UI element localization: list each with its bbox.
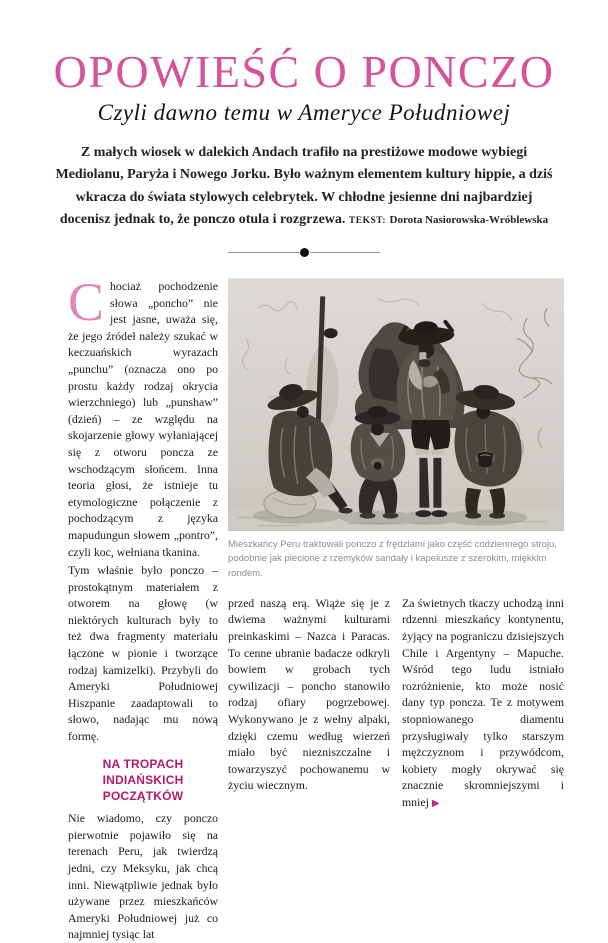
byline-label: TEKST: bbox=[348, 215, 387, 226]
paragraph-definition: Tym właśnie było ponczo – prostokątnym materiałem z otworem na głowę (w niektórych kulturach były to też dwa fragmenty materiału łączone w pionie i tworzące rodzaj kamizelki). Przybyli do Ameryki Południowej Hiszpanie zaadaptowali to słowo, nadając mu nową formę. bbox=[68, 563, 218, 744]
masthead bbox=[0, 0, 608, 257]
paragraph-origins: Nie wiadomo, czy ponczo pierwotnie pojawiło się na terenach Peru, jak twierdzą jedni, czy Meksyku, jak chcą inni. Niewątpliwie jednak było używane przez mieszkańców Ameryki Południowej już co najmniej tysiąc lat bbox=[68, 811, 218, 942]
article-body bbox=[68, 272, 564, 943]
byline-name: Dorota Nasiorowska-Wróblewska bbox=[389, 213, 549, 226]
divider-line bbox=[228, 252, 299, 253]
drop-cap: C bbox=[68, 272, 105, 332]
intro-paragraph bbox=[54, 142, 554, 230]
page-subtitle: Czyli dawno temu w Ameryce Południowej bbox=[97, 100, 511, 126]
right-column-body: Za świetnych tkaczy uchodzą inni rdzenni mieszkańcy kontynentu, żyjący na pograniczu dzisiejszych Chile i Argentyny – Mapuche. Wśród tego ludu istniało rozróżnienie, kto może nosić dany typ poncza. Te z motywem stopniowanego diamentu przysługiwały tylko starszym mężczyznom i przywódcom, kobiety mogły okrywać się znacznie skromniejszymi i mniej bbox=[402, 595, 564, 809]
photo-caption: Mieszkańcy Peru traktowali ponczo z frędzlami jako część codziennego stroju, podobnie jak plecione z rzemyków sandały i kapelusze z szerokim, miękkim rondem. bbox=[228, 539, 557, 579]
article-photo bbox=[228, 278, 564, 531]
lower-columns bbox=[228, 595, 564, 813]
photo-and-columns bbox=[228, 278, 564, 943]
next-page-arrow-icon: ▶ bbox=[431, 797, 440, 809]
divider-dot-icon bbox=[300, 248, 309, 257]
divider-line bbox=[310, 252, 381, 253]
section-divider bbox=[228, 248, 380, 257]
section-heading-origins: NA TROPACH INDIAŃSKICH POCZĄTKÓW bbox=[102, 756, 184, 803]
paragraph-etymology-text: hociaż pochodzenie słowa „poncho” nie jest jasne, uważa się, że jego źródeł należy szukać w keczuańskich wyrazach „punchu” (oznacza ono po prostu każdy rodzaj okrycia wierzchniego) lub „punshaw” (dzień) – ze względu na skojarzenie głowy wyłaniającej się z otworu poncza ze wschodzącym słońcem. Inna teoria głosi, że istnieje tu etymologiczne połączenie z pochodzącym z języka mapudungun słowem „pontro”, czyli koc, wełniana tkanina. bbox=[68, 279, 218, 559]
paragraph-etymology bbox=[68, 272, 218, 560]
left-column bbox=[68, 272, 218, 943]
page-title: OPOWIEŚĆ O PONCZO bbox=[53, 46, 555, 97]
intro-text: Z małych wiosek w dalekich Andach trafiło na prestiżowe modowe wybiegi Mediolanu, Paryża i Nowego Jorku. Było ważnym elementem kultury hippie, a dziś wkracza do świata stylowych celebrytek. W chłodne jesienne dni najbardziej docenisz jednak to, że ponczo otula i rozgrzewa. bbox=[55, 145, 553, 227]
right-column-text bbox=[402, 595, 564, 813]
middle-column-text: przed naszą erą. Wiąże się je z dwiema ważnymi kulturami preinkaskimi – Nazca i Paracas. To cenne ubranie badacze odkryli bowiem w grobach tych cywilizacji – poncho stanowiło rodzaj ofiary pogrzebowej. Wykonywano je z wełny alpaki, dzięki czemu według wierzeń miało być niezniszczalne i towarzyszyć pochowanemu w życiu wiecznym. bbox=[228, 595, 390, 793]
poncho-engraving-illustration bbox=[228, 278, 564, 531]
